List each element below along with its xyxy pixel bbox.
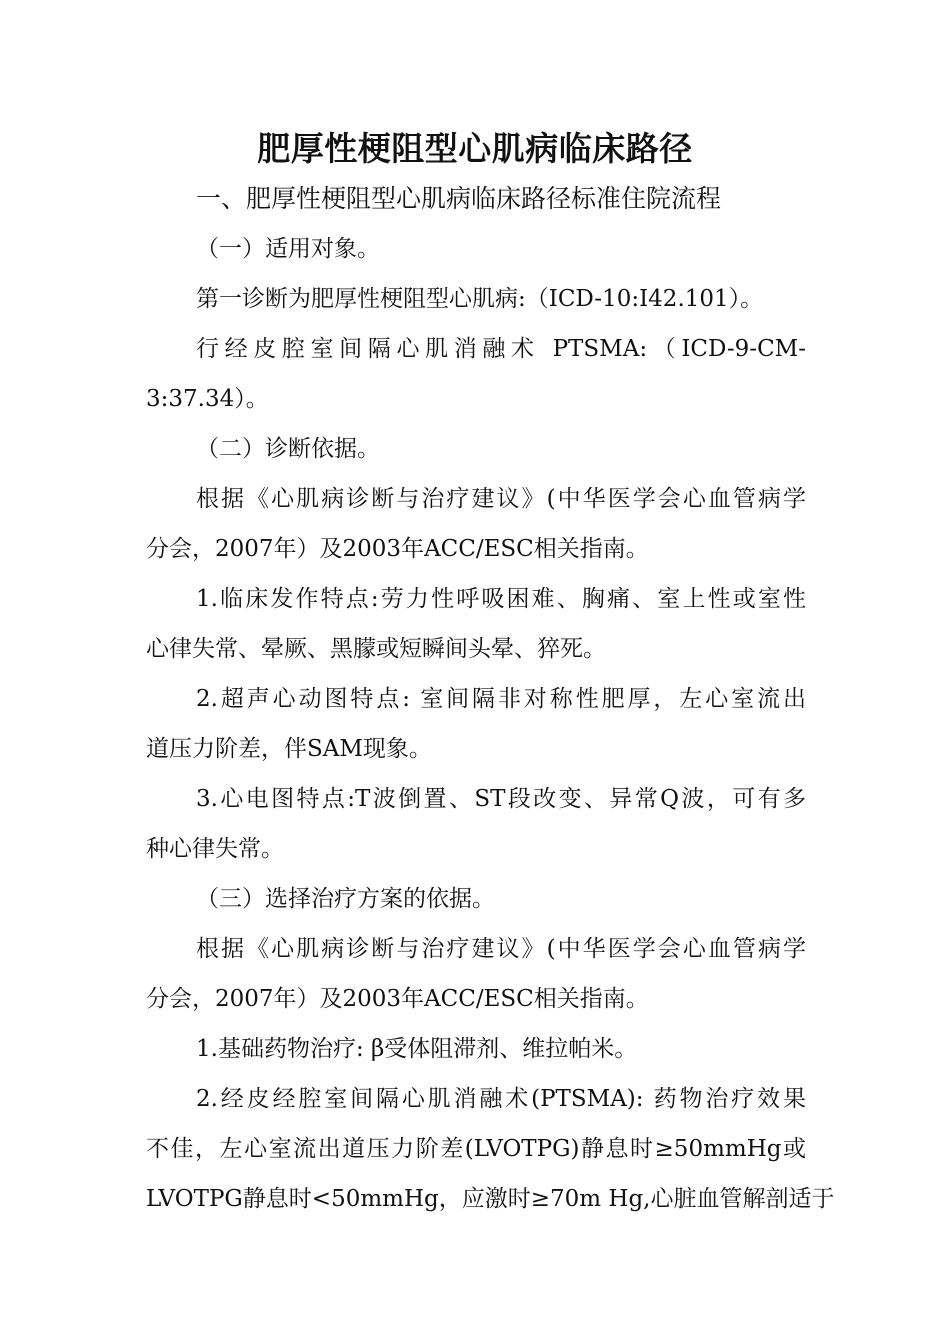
paragraph-line: 根据《心肌病诊断与治疗建议》(中华医学会心血管病学: [196, 486, 806, 512]
subsection-heading-2: （二）诊断依据。: [196, 436, 380, 462]
paragraph-line: 行经皮腔室间隔心肌消融术 PTSMA:（ICD-9-CM-: [196, 336, 806, 362]
paragraph-line: 第一诊断为肥厚性梗阻型心肌病:（ICD-10:I42.101）。: [196, 286, 764, 312]
paragraph-line: 3.心电图特点:T波倒置、ST段改变、异常Q波，可有多: [196, 786, 806, 812]
paragraph-line: 1.临床发作特点:劳力性呼吸困难、胸痛、室上性或室性: [196, 586, 806, 612]
paragraph-line: LVOTPG静息时<50mmHg，应激时≥70m Hg,心脏血管解剖适于: [146, 1186, 835, 1212]
document-title: 肥厚性梗阻型心肌病临床路径: [257, 129, 693, 168]
paragraph-line: 分会，2007年）及2003年ACC/ESC相关指南。: [146, 536, 649, 562]
paragraph-line: 分会，2007年）及2003年ACC/ESC相关指南。: [146, 986, 649, 1012]
paragraph-line: 不佳，左心室流出道压力阶差(LVOTPG)静息时≥50mmHg或: [146, 1136, 806, 1162]
section-heading: 一、肥厚性梗阻型心肌病临床路径标准住院流程: [196, 184, 722, 213]
paragraph-line: 3:37.34）。: [146, 386, 269, 412]
paragraph-line: 心律失常、晕厥、黑朦或短瞬间头晕、猝死。: [146, 636, 606, 662]
paragraph-line: 种心律失常。: [146, 836, 284, 862]
paragraph-line: 2.超声心动图特点: 室间隔非对称性肥厚，左心室流出: [196, 686, 806, 712]
paragraph-line: 根据《心肌病诊断与治疗建议》(中华医学会心血管病学: [196, 936, 806, 962]
subsection-heading-1: （一）适用对象。: [196, 236, 380, 262]
paragraph-line: 道压力阶差，伴SAM现象。: [146, 736, 432, 762]
paragraph-line: 2.经皮经腔室间隔心肌消融术(PTSMA): 药物治疗效果: [196, 1086, 806, 1112]
paragraph-line: 1.基础药物治疗: β受体阻滞剂、维拉帕米。: [196, 1036, 638, 1062]
subsection-heading-3: （三）选择治疗方案的依据。: [196, 886, 495, 912]
